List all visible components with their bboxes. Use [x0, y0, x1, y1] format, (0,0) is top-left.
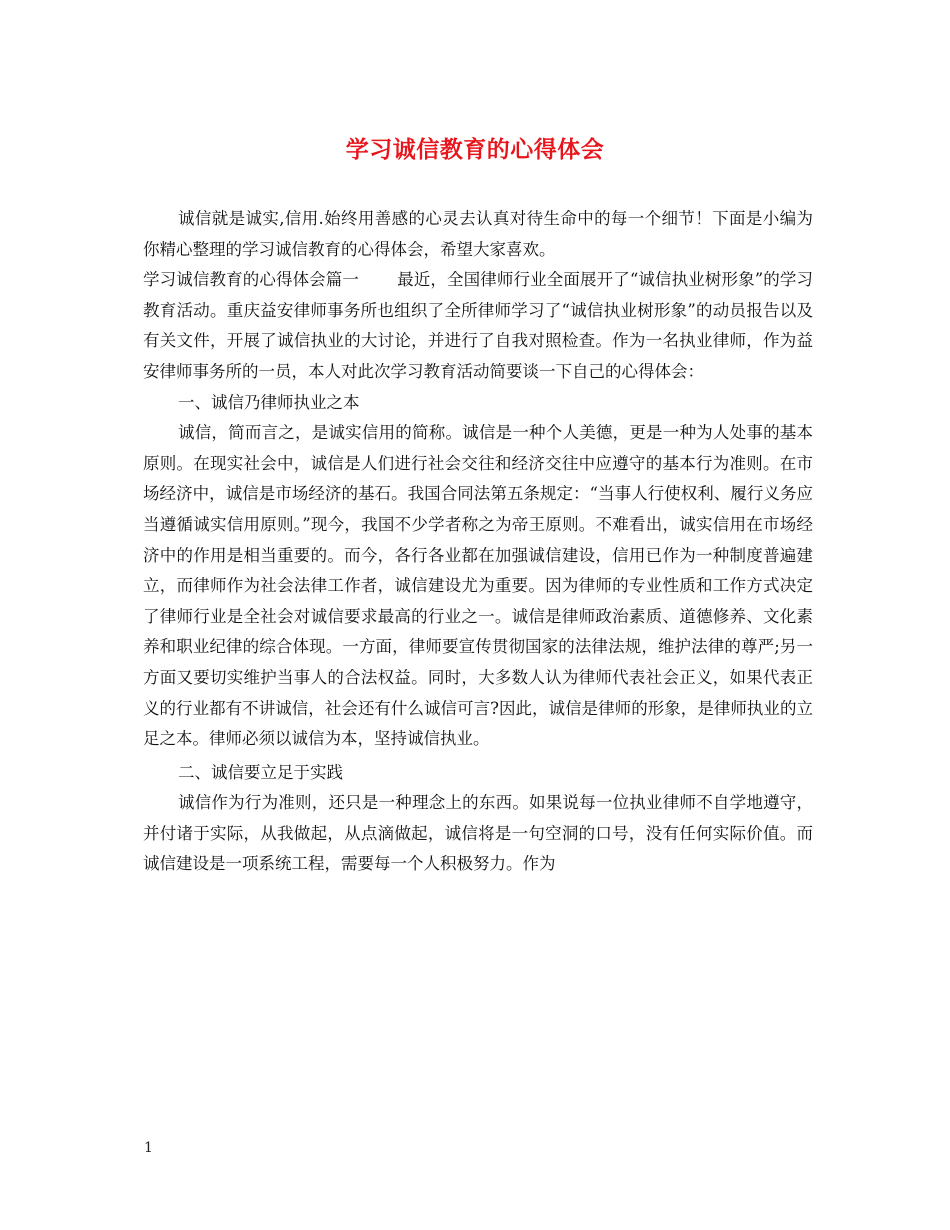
section-heading-2: 二、诚信要立足于实践 — [178, 762, 343, 782]
intro-paragraph: 诚信就是诚实,信用.始终用善感的心灵去认真对待生命中的每一个细节！下面是小编为你精心整理的学习诚信教育的心得体会，希望大家喜欢。 — [143, 209, 813, 259]
article-label: 学习诚信教育的心得体会篇一 — [143, 270, 360, 290]
document-title: 学习诚信教育的心得体会 — [345, 136, 605, 163]
section-paragraph-2: 诚信作为行为准则，还只是一种理念上的东西。如果说每一位执业律师不自学地遵守，并付诸于实际，从我做起，从点滴做起，诚信将是一句空洞的口号，没有任何实际价值。而诚信建设是一项系统工程，需要每一个人积极努力。作为 — [143, 793, 813, 874]
document-body — [143, 204, 813, 880]
section-paragraph-1: 诚信，简而言之，是诚实信用的简称。诚信是一种个人美德，更是一种为人处事的基本原则。在现实社会中，诚信是人们进行社会交往和经济交往中应遵守的基本行为准则。在市场经济中，诚信是市场经济的基石。我国合同法第五条规定：“当事人行使权利、履行义务应当遵循诚实信用原则。”现今，我国不少学者称之为帝王原则。不难看出，诚实信用在市场经济中的作用是相当重要的。而今，各行各业都在加强诚信建设，信用已作为一种制度普遍建立，而律师作为社会法律工作者，诚信建设尤为重要。因为律师的专业性质和工作方式决定了律师行业是全社会对诚信要求最高的行业之一。诚信是律师政治素质、道德修养、文化素养和职业纪律的综合体现。一方面，律师要宣传贯彻国家的法律法规，维护法律的尊严;另一方面又要切实维护当事人的合法权益。同时，大多数人认为律师代表社会正义，如果代表正义的行业都有不讲诚信，社会还有什么诚信可言?因此，诚信是律师的形象，是律师执业的立足之本。律师必须以诚信为本，坚持诚信执业。 — [143, 423, 813, 749]
page-number: 1 — [144, 1140, 153, 1156]
article-first-paragraph — [143, 265, 813, 387]
section-heading-1: 一、诚信乃律师执业之本 — [178, 392, 360, 412]
article-intro-text: 最近，全国律师行业全面展开了“诚信执业树形象”的学习教育活动。重庆益安律师事务所也组织了全所律师学习了“诚信执业树形象”的动员报告以及有关文件，开展了诚信执业的大讨论，并进行了自我对照检查。作为一名执业律师，作为益安律师事务所的一员，本人对此次学习教育活动简要谈一下自己的心得体会： — [143, 270, 814, 381]
